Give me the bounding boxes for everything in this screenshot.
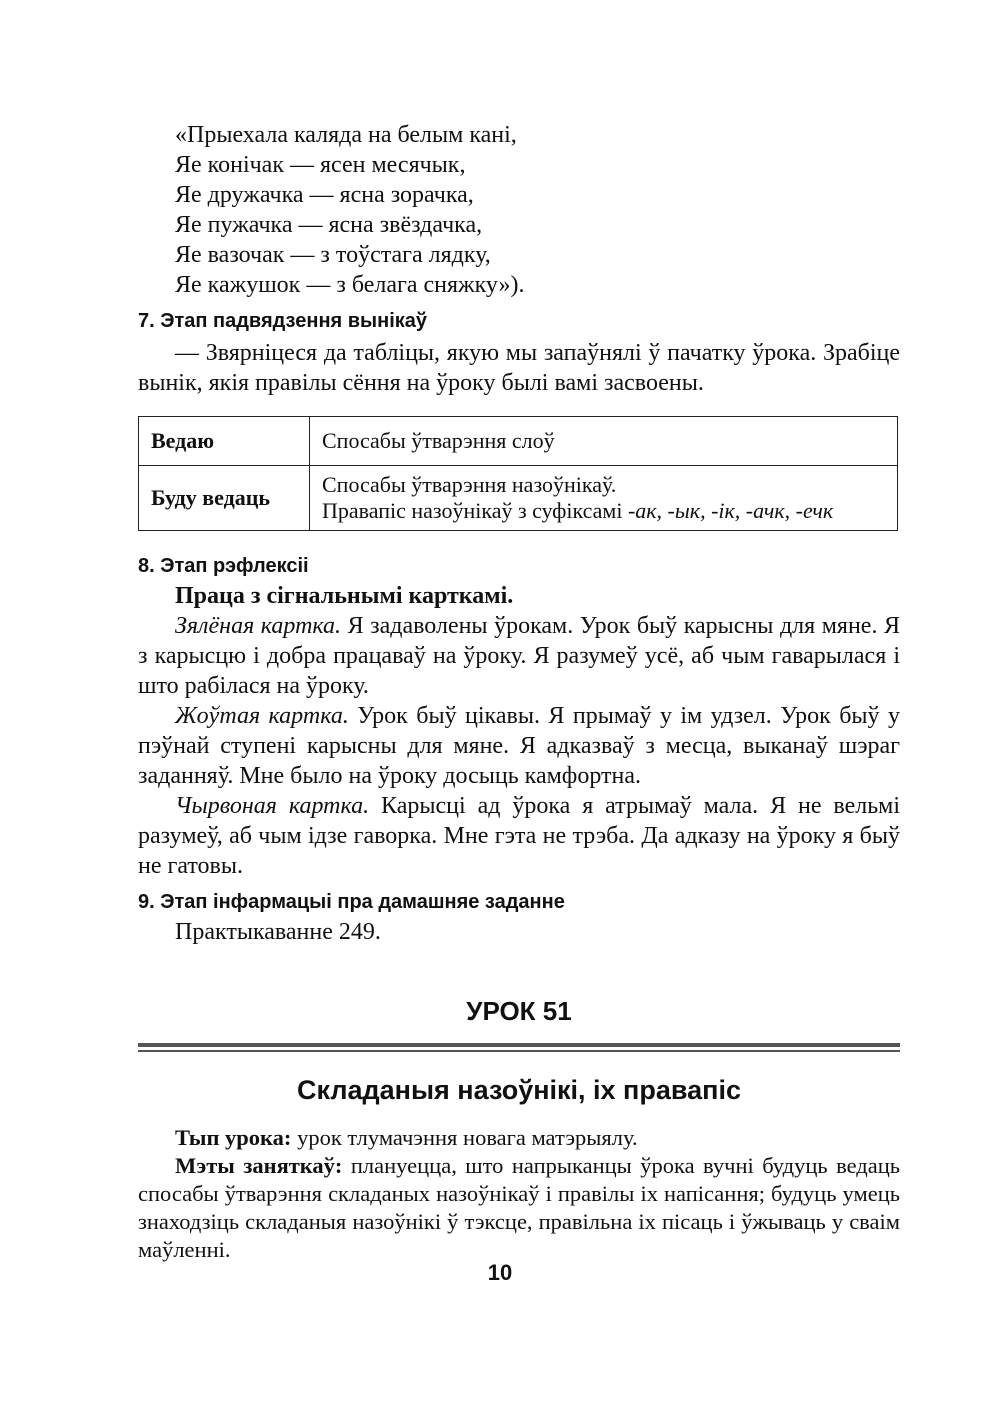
lesson-goals-text: плануецца, што напрыканцы ўрока вучні будуць ведаць спосабы ўтварэння складаных назоўнікаў і правілы іх напісання; будуць умець знаходзіць складаныя назоўнікі ў тэксце, правільна іх пісаць і ўжываць у сваім маўленні. xyxy=(138,1153,901,1262)
table-value-text: Правапіс назоўнікаў з суфіксамі xyxy=(322,498,628,523)
poem-quote xyxy=(175,120,900,300)
table-value-line: Спосабы ўтварэння назоўнікаў. xyxy=(322,472,617,497)
divider xyxy=(138,1043,900,1047)
stage-8-subheading: Праца з сігнальнымі карткамі. xyxy=(175,583,514,609)
yellow-card-paragraph xyxy=(138,701,900,791)
table-value-know: Спосабы ўтварэння слоў xyxy=(310,417,898,466)
lesson-title: Складаныя назоўнікі, іх правапіс xyxy=(297,1075,741,1105)
green-card-paragraph xyxy=(138,611,900,701)
table-label-know: Ведаю xyxy=(139,417,310,466)
table-label-will-know: Буду ведаць xyxy=(139,466,310,531)
poem-line: Яе вазочак — з тоўстага лядку, xyxy=(175,242,491,268)
poem-line: «Прыехала каляда на белым кані, xyxy=(175,122,517,148)
stage-9-text: Практыкаванне 249. xyxy=(175,919,381,945)
red-card-paragraph xyxy=(138,791,900,881)
stage-8-heading: 8. Этап рэфлексіі xyxy=(138,555,309,577)
stage-7-text: — Звярніцеся да табліцы, якую мы запаўнялі ў пачатку ўрока. Зрабіце вынік, якія правілы сёння на ўроку былі вамі засвоены. xyxy=(138,340,900,396)
table-row xyxy=(139,417,898,466)
lesson-type xyxy=(138,1124,900,1152)
green-card-text: Я задаволены ўрокам. Урок быў карысны для мяне. Я з карысцю і добра працаваў на ўроку. Я разумеў усё, аб чым гаварылася і што рабілася на ўроку. xyxy=(138,613,900,699)
poem-line: Яе кажушок — з белага сняжку»). xyxy=(175,272,525,298)
lesson-meta xyxy=(138,1124,900,1264)
divider xyxy=(138,1050,900,1052)
green-card-label: Зялёная картка. xyxy=(175,613,342,639)
red-card-label: Чырвоная картка. xyxy=(175,793,370,819)
table-value-line xyxy=(322,498,885,524)
page-number: 10 xyxy=(487,1260,513,1285)
table-value-will-know xyxy=(310,466,898,531)
know-learn-table xyxy=(138,416,898,531)
yellow-card-text: Урок быў цікавы. Я прымаў у ім удзел. Урок быў у пэўнай ступені карысны для мяне. Я адказваў з месца, выканаў шэраг заданняў. Мне было на ўроку досыць камфортна. xyxy=(138,703,900,789)
poem-line: Яе пужачка — ясна звёздачка, xyxy=(175,212,483,238)
stage-7-heading: 7. Этап падвядзення вынікаў xyxy=(138,310,428,332)
poem-line: Яе конічак — ясен месячык, xyxy=(175,152,466,178)
lesson-goals xyxy=(138,1152,900,1264)
poem-line: Яе дружачка — ясна зорачка, xyxy=(175,182,474,208)
stage-9-heading: 9. Этап інфармацыі пра дамашняе заданне xyxy=(138,891,565,913)
table-row xyxy=(139,466,898,531)
red-card-text: Карысці ад ўрока я атрымаў мала. Я не вельмі разумеў, аб чым ідзе гаворка. Мне гэта не трэба. Да адказу на ўроку я быў не гатовы. xyxy=(138,793,900,879)
suffix-list: -ак, -ык, -ік, -ачк, -ечк xyxy=(627,498,834,523)
yellow-card-label: Жоўтая картка. xyxy=(175,703,349,729)
lesson-goals-label: Мэты заняткаў: xyxy=(175,1153,343,1178)
lesson-type-text: урок тлумачэння новага матэрыялу. xyxy=(291,1125,638,1150)
lesson-type-label: Тып урока: xyxy=(175,1125,292,1150)
page-content xyxy=(138,120,900,1264)
lesson-number: УРОК 51 xyxy=(466,996,572,1026)
